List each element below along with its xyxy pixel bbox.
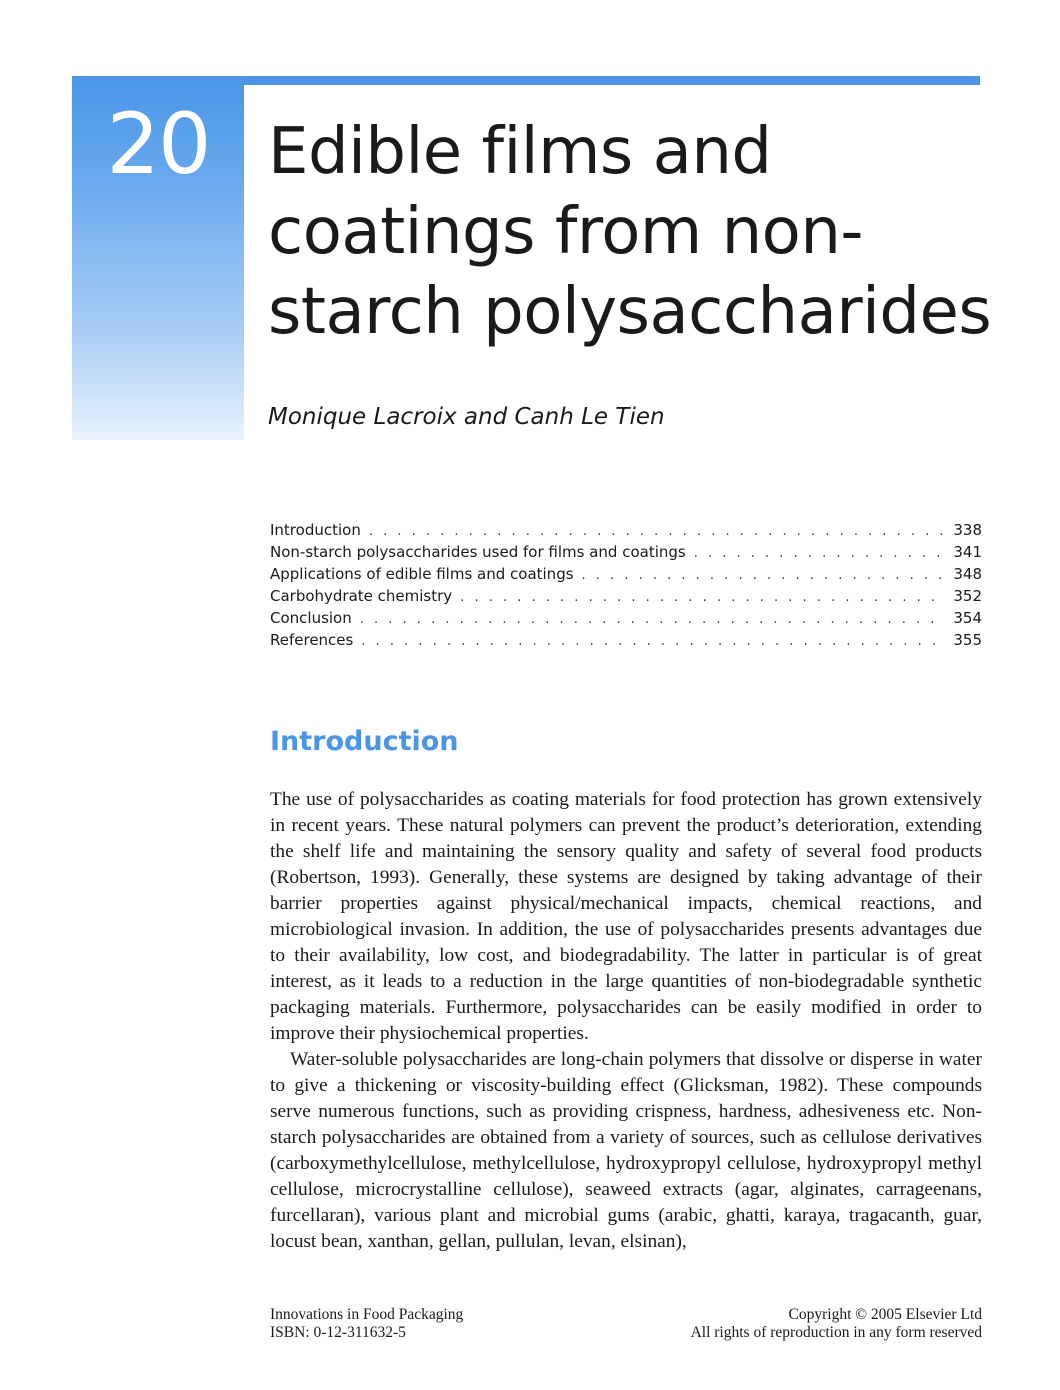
footer-isbn: ISBN: 0-12-311632-5: [270, 1324, 406, 1341]
toc-entry-page: 348: [953, 565, 982, 583]
chapter-title-line: Edible films and: [268, 115, 772, 189]
toc-leader-dots: [460, 590, 945, 605]
toc-leader-dots: [361, 634, 945, 649]
footer-copyright-info: [691, 1306, 982, 1342]
toc-entry-conclusion[interactable]: [270, 609, 982, 631]
toc-entry-carbohydrate-chemistry[interactable]: [270, 587, 982, 609]
toc-leader-dots: [582, 568, 946, 583]
toc-entry-label: Carbohydrate chemistry: [270, 587, 453, 605]
toc-entry-page: 352: [953, 587, 982, 605]
toc-entry-label: Non-starch polysaccharides used for films and coatings: [270, 543, 686, 561]
body-text: [270, 787, 982, 1255]
chapter-title-line: starch polysaccharides: [268, 275, 992, 349]
chapter-number-block: [72, 76, 244, 440]
body-paragraph: The use of polysaccharides as coating materials for food protection has grown extensively in recent years. These natural polymers can prevent the product’s deterioration, extending the shelf life and maintaining the sensory quality and safety of several food products (Robertson, 1993). Generally, these systems are designed by taking advantage of their barrier properties against physical/mechanical impacts, chemical reactions, and microbiological invasion. In addition, the use of polysaccharides presents advantages due to their availability, low cost, and biodegradability. The latter in particular is of great interest, as it leads to a reduction in the large quantities of non-biodegradable synthetic packaging materials. Furthermore, polysaccharides can be easily modified in order to improve their physiochemical properties.: [270, 789, 982, 1044]
toc-entry-page: 355: [953, 631, 982, 649]
section-heading: Introduction: [270, 726, 459, 757]
toc-entry-introduction[interactable]: [270, 521, 982, 543]
toc-entry-references[interactable]: [270, 631, 982, 653]
body-paragraph: Water-soluble polysaccharides are long-chain polymers that dissolve or disperse in water to give a thickening or viscosity-building effect (Glicksman, 1982). These compounds serve numerous functions, such as providing crispness, hardness, adhesiveness etc. Non-starch polysaccharides are obtained from a variety of sources, such as cellulose derivatives (carboxymethylcellulose, methylcellulose, hydroxypropyl cellulose, hydroxypropyl methyl cellulose, microcrystalline cellulose), seaweed extracts (agar, alginates, carrageenans, furcellaran), various plant and microbial gums (arabic, ghatti, karaya, tragacanth, guar, locust bean, xanthan, gellan, pullulan, levan, elsinan),: [270, 1049, 982, 1252]
toc-leader-dots: [369, 524, 946, 539]
toc-entry-label: Introduction: [270, 521, 361, 539]
toc-entry-page: 354: [953, 609, 982, 627]
footer-book-title: Innovations in Food Packaging: [270, 1306, 464, 1323]
footer-rights: All rights of reproduction in any form reserved: [690, 1324, 982, 1341]
chapter-title: [268, 112, 992, 352]
toc-entry-page: 341: [953, 543, 982, 561]
toc-entry-label: Applications of edible films and coatings: [270, 565, 574, 583]
toc-entry-non-starch-polysaccharides[interactable]: [270, 543, 982, 565]
chapter-title-line: coatings from non-: [268, 195, 863, 269]
toc-leader-dots: [360, 612, 946, 627]
table-of-contents: [270, 521, 982, 653]
chapter-authors: Monique Lacroix and Canh Le Tien: [268, 404, 665, 430]
toc-entry-page: 338: [953, 521, 982, 539]
toc-entry-applications[interactable]: [270, 565, 982, 587]
toc-entry-label: Conclusion: [270, 609, 352, 627]
footer-book-info: [270, 1306, 463, 1342]
chapter-number: 20: [106, 95, 210, 193]
toc-leader-dots: [694, 546, 946, 561]
footer-copyright: Copyright © 2005 Elsevier Ltd: [788, 1306, 982, 1323]
toc-entry-label: References: [270, 631, 354, 649]
